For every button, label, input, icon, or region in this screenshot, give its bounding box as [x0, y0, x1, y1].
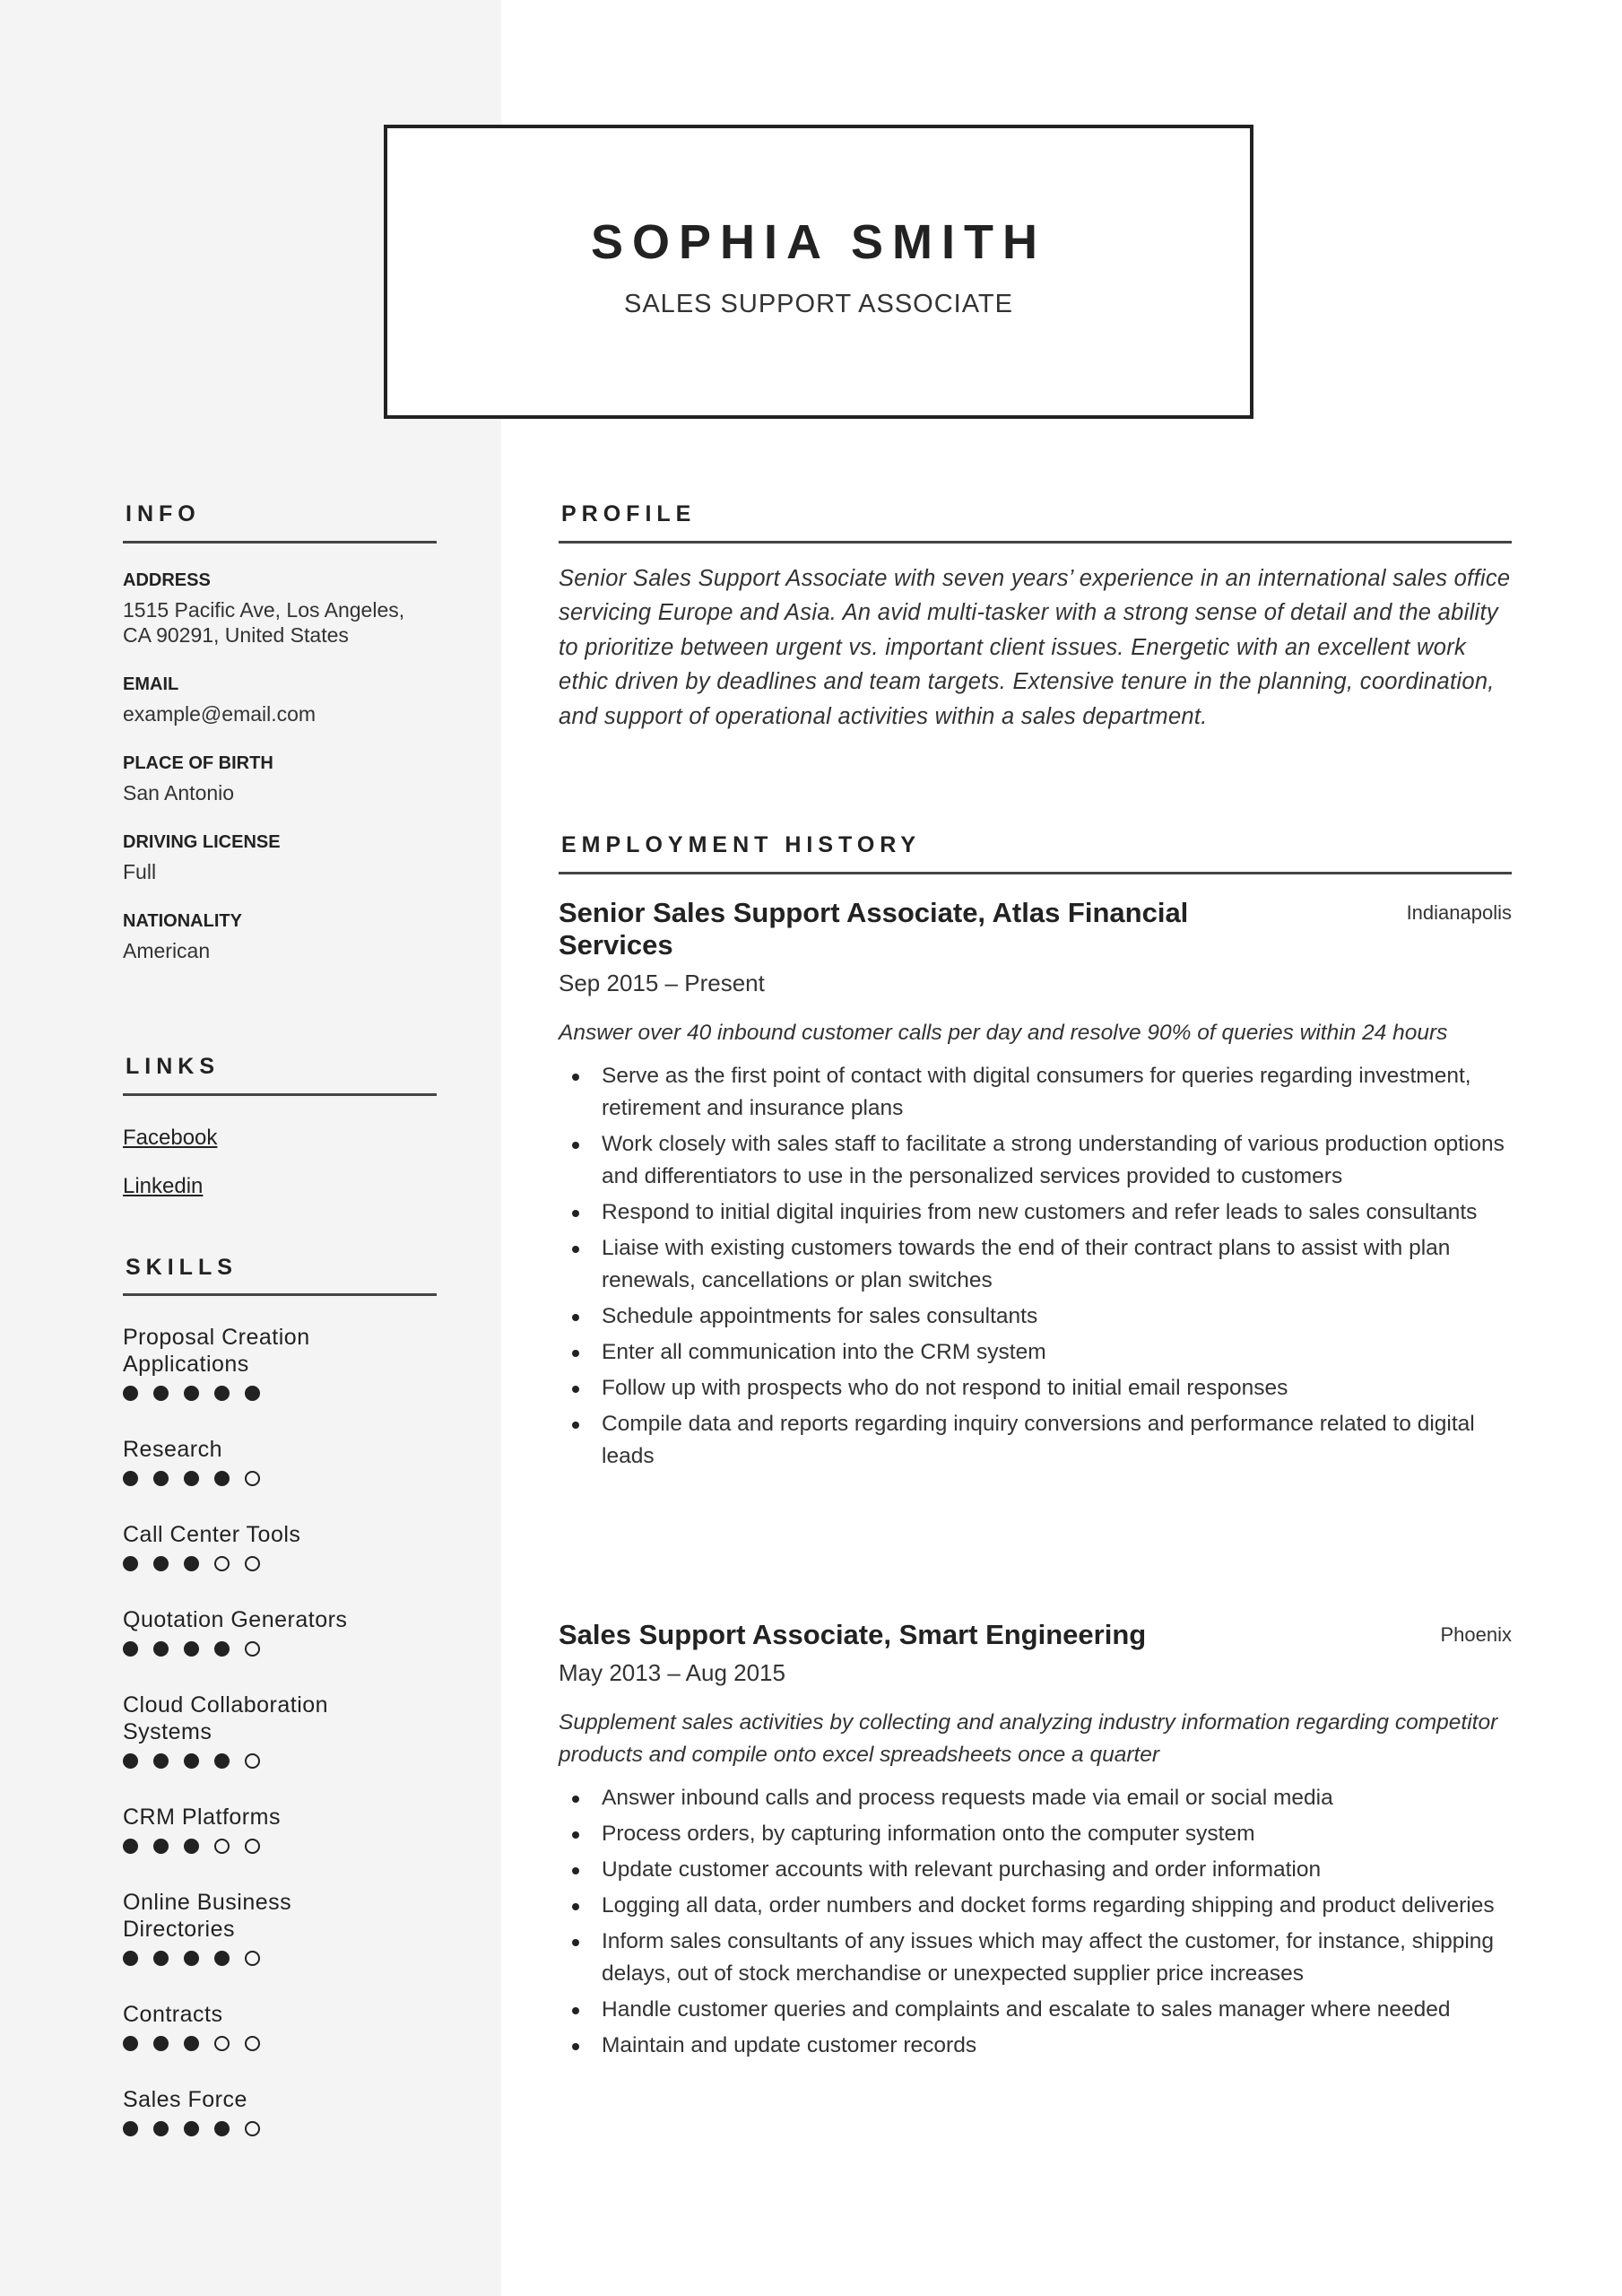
job-bullets [559, 1782, 1512, 2062]
employment-section [559, 831, 1512, 874]
skill-rating [123, 2121, 437, 2136]
filled-dot-icon [153, 1839, 169, 1854]
filled-dot-icon [245, 1386, 260, 1401]
filled-dot-icon [184, 2036, 199, 2051]
job-bullet: Maintain and update customer records [559, 2030, 1512, 2062]
skill-item [123, 1692, 437, 1804]
divider [559, 541, 1512, 544]
profile-heading: PROFILE [561, 501, 697, 526]
skill-item [123, 1521, 437, 1606]
info-value: 1515 Pacific Ave, Los Angeles, CA 90291, United States [123, 598, 405, 647]
candidate-title: SALES SUPPORT ASSOCIATE [624, 290, 1013, 318]
filled-dot-icon [153, 1386, 169, 1401]
links-section [123, 1052, 437, 1222]
filled-dot-icon [184, 1951, 199, 1966]
empty-dot-icon [245, 1641, 260, 1657]
job-summary: Supplement sales activities by collecting and analyzing industry information regarding competitor products and compile onto excel spreadsheets once a quarter [559, 1710, 1498, 1767]
empty-dot-icon [214, 1839, 230, 1854]
info-value: example@email.com [123, 702, 317, 726]
info-label: NATIONALITY [123, 911, 242, 931]
info-label: PLACE OF BIRTH [123, 753, 273, 773]
skill-name: Cloud Collaboration Systems [123, 1692, 329, 1744]
skill-rating [123, 1753, 437, 1769]
skill-item [123, 2086, 437, 2171]
filled-dot-icon [123, 1641, 138, 1657]
job-bullet: Work closely with sales staff to facilitate a strong understanding of various production options and differentiators to use in the personalized services provided to customers [559, 1128, 1512, 1193]
filled-dot-icon [184, 1556, 199, 1571]
info-label: DRIVING LICENSE [123, 832, 281, 852]
info-item [123, 909, 437, 963]
job-summary: Answer over 40 inbound customer calls per day and resolve 90% of queries within 24 hours [559, 1021, 1448, 1045]
skill-rating [123, 1471, 437, 1486]
skill-name: Call Center Tools [123, 1522, 301, 1547]
job-bullet: Enter all communication into the CRM system [559, 1336, 1512, 1369]
filled-dot-icon [153, 2036, 169, 2051]
filled-dot-icon [123, 1556, 138, 1571]
filled-dot-icon [123, 1471, 138, 1486]
skills-heading: SKILLS [126, 1255, 238, 1280]
skill-name: Online Business Directories [123, 1890, 292, 1942]
linkedin-link[interactable]: Linkedin [123, 1174, 204, 1198]
job-bullet: Answer inbound calls and process requests made via email or social media [559, 1782, 1512, 1814]
info-label: EMAIL [123, 674, 179, 694]
skill-item [123, 2001, 437, 2086]
filled-dot-icon [214, 1753, 230, 1769]
job-bullet: Logging all data, order numbers and docket forms regarding shipping and product deliveries [559, 1890, 1512, 1922]
job-date: Sep 2015 – Present [559, 970, 765, 996]
divider [123, 541, 437, 544]
info-item [123, 673, 437, 726]
filled-dot-icon [214, 2121, 230, 2136]
skill-name: Quotation Generators [123, 1607, 348, 1632]
info-value: American [123, 939, 211, 962]
filled-dot-icon [123, 1951, 138, 1966]
empty-dot-icon [245, 2036, 260, 2051]
filled-dot-icon [123, 2121, 138, 2136]
skill-item [123, 1804, 437, 1889]
job-date: May 2013 – Aug 2015 [559, 1659, 785, 1686]
filled-dot-icon [184, 1753, 199, 1769]
filled-dot-icon [153, 1641, 169, 1657]
filled-dot-icon [184, 1386, 199, 1401]
job-title: Senior Sales Support Associate, Atlas Financial Services [559, 897, 1189, 961]
empty-dot-icon [245, 1471, 260, 1486]
skill-rating [123, 2036, 437, 2051]
name-header [384, 125, 1253, 419]
filled-dot-icon [214, 1386, 230, 1401]
skill-name: Contracts [123, 2002, 223, 2027]
job-bullet: Update customer accounts with relevant purchasing and order information [559, 1854, 1512, 1886]
job-bullet: Serve as the first point of contact with digital consumers for queries regarding investment, retirement and insurance plans [559, 1060, 1512, 1125]
info-section [123, 500, 437, 963]
filled-dot-icon [184, 1471, 199, 1486]
info-heading: INFO [126, 501, 201, 526]
empty-dot-icon [245, 1753, 260, 1769]
job-bullet: Liaise with existing customers towards the end of their contract plans to assist with plan renewals, cancellations or plan switches [559, 1232, 1512, 1297]
filled-dot-icon [123, 1839, 138, 1854]
info-item [123, 569, 437, 648]
job-bullets [559, 1060, 1512, 1473]
info-item [123, 831, 437, 884]
filled-dot-icon [214, 1951, 230, 1966]
filled-dot-icon [153, 1471, 169, 1486]
job-city: Indianapolis [1406, 901, 1512, 924]
filled-dot-icon [153, 1556, 169, 1571]
empty-dot-icon [245, 1951, 260, 1966]
filled-dot-icon [184, 1839, 199, 1854]
info-value: San Antonio [123, 781, 235, 804]
empty-dot-icon [245, 2121, 260, 2136]
job-header [559, 897, 1512, 961]
skill-name: CRM Platforms [123, 1805, 281, 1830]
job-bullet: Follow up with prospects who do not respond to initial email responses [559, 1372, 1512, 1405]
skill-name: Research [123, 1437, 222, 1462]
skill-item [123, 1889, 437, 2001]
job-title: Sales Support Associate, Smart Engineering [559, 1619, 1147, 1650]
candidate-name: SOPHIA SMITH [590, 215, 1047, 269]
empty-dot-icon [214, 1556, 230, 1571]
skill-item [123, 1436, 437, 1521]
job-entry [559, 1619, 1512, 2066]
skill-rating [123, 1386, 437, 1401]
skills-section [123, 1253, 437, 2171]
job-header [559, 1619, 1512, 1651]
info-value: Full [123, 860, 157, 883]
skill-name: Sales Force [123, 2087, 247, 2112]
empty-dot-icon [245, 1839, 260, 1854]
filled-dot-icon [153, 2121, 169, 2136]
filled-dot-icon [153, 1753, 169, 1769]
profile-section [559, 500, 1512, 734]
skill-item [123, 1606, 437, 1692]
skill-rating [123, 1839, 437, 1854]
divider [123, 1293, 437, 1296]
facebook-link[interactable]: Facebook [123, 1126, 218, 1150]
job-bullet: Compile data and reports regarding inquiry conversions and performance related to digital leads [559, 1408, 1512, 1473]
filled-dot-icon [153, 1951, 169, 1966]
divider [559, 872, 1512, 874]
skill-name: Proposal Creation Applications [123, 1325, 310, 1377]
skill-rating [123, 1556, 437, 1571]
skill-rating [123, 1641, 437, 1657]
job-entry [559, 897, 1512, 1476]
empty-dot-icon [245, 1556, 260, 1571]
job-bullet: Handle customer queries and complaints and escalate to sales manager where needed [559, 1994, 1512, 2026]
filled-dot-icon [123, 1386, 138, 1401]
employment-heading: EMPLOYMENT HISTORY [561, 832, 922, 857]
profile-text: Senior Sales Support Associate with seven years’ experience in an international sales office servicing Europe and Asia. An avid multi-tasker with a strong sense of detail and the ability to prioritize between urgent vs. important client issues. Energetic with an excellent work ethic driven by deadlines and team targets. Extensive tenure in the planning, coordination, and support of operational activities within a sales department. [559, 566, 1511, 729]
job-bullet: Process orders, by capturing information onto the computer system [559, 1818, 1512, 1850]
job-bullet: Respond to initial digital inquiries from new customers and refer leads to sales consultants [559, 1196, 1512, 1229]
links-heading: LINKS [126, 1054, 220, 1079]
filled-dot-icon [214, 1471, 230, 1486]
filled-dot-icon [184, 1641, 199, 1657]
job-city: Phoenix [1440, 1623, 1512, 1646]
skill-rating [123, 1951, 437, 1966]
empty-dot-icon [214, 2036, 230, 2051]
skill-item [123, 1324, 437, 1436]
info-item [123, 752, 437, 805]
job-bullet: Schedule appointments for sales consultants [559, 1300, 1512, 1333]
filled-dot-icon [214, 1641, 230, 1657]
filled-dot-icon [123, 2036, 138, 2051]
divider [123, 1093, 437, 1096]
filled-dot-icon [123, 1753, 138, 1769]
filled-dot-icon [184, 2121, 199, 2136]
job-bullet: Inform sales consultants of any issues which may affect the customer, for instance, shipping delays, out of stock merchandise or unexpected supplier price increases [559, 1926, 1512, 1990]
info-label: ADDRESS [123, 570, 211, 590]
